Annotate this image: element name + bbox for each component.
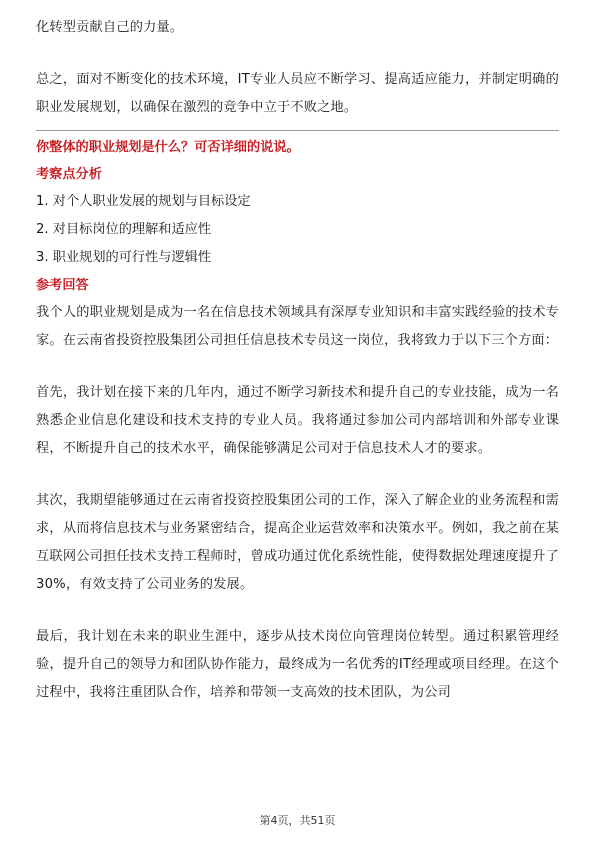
page-number-footer: 第4页，共51页 <box>259 814 336 827</box>
answer-paragraph-second: 其次，我期望能够通过在云南省投资控股集团公司的工作，深入了解企业的业务流程和需求，从而将信息技术与业务紧密结合，提高企业运营效率和决策水平。例如，我之前在某互联网公司担任技术支持工程师时，曾成功通过优化系统性能，使得数据处理速度提升了30%，有效支持了公司业务的发展。 <box>36 493 559 592</box>
analysis-title: 考察点分析 <box>36 167 102 182</box>
question-heading: 你整体的职业规划是什么？可否详细的说说。 <box>36 140 300 155</box>
document-page <box>36 14 559 707</box>
previous-paragraph-tail: 化转型贡献自己的力量。 <box>36 20 184 35</box>
answer-title: 参考回答 <box>36 278 89 293</box>
analysis-point: 3. 职业规划的可行性与逻辑性 <box>36 250 212 265</box>
analysis-point: 1. 对个人职业发展的规划与目标设定 <box>36 194 251 209</box>
summary-paragraph: 总之，面对不断变化的技术环境，IT专业人员应不断学习、提高适应能力，并制定明确的职业发展规划，以确保在激烈的竞争中立于不败之地。 <box>36 72 559 115</box>
section-divider <box>36 130 559 131</box>
answer-paragraph-intro: 我个人的职业规划是成为一名在信息技术领域具有深厚专业知识和丰富实践经验的技术专家。在云南省投资控股集团公司担任信息技术专员这一岗位，我将致力于以下三个方面： <box>36 305 559 348</box>
analysis-point: 2. 对目标岗位的理解和适应性 <box>36 222 212 237</box>
answer-paragraph-first: 首先，我计划在接下来的几年内，通过不断学习新技术和提升自己的专业技能，成为一名熟悉企业信息化建设和技术支持的专业人员。我将通过参加公司内部培训和外部专业课程，不断提升自己的技术水平，确保能够满足公司对于信息技术人才的要求。 <box>36 385 559 456</box>
answer-paragraph-last: 最后，我计划在未来的职业生涯中，逐步从技术岗位向管理岗位转型。通过积累管理经验，提升自己的领导力和团队协作能力，最终成为一名优秀的IT经理或项目经理。在这个过程中，我将注重团队合作，培养和带领一支高效的技术团队，为公司 <box>36 629 559 700</box>
